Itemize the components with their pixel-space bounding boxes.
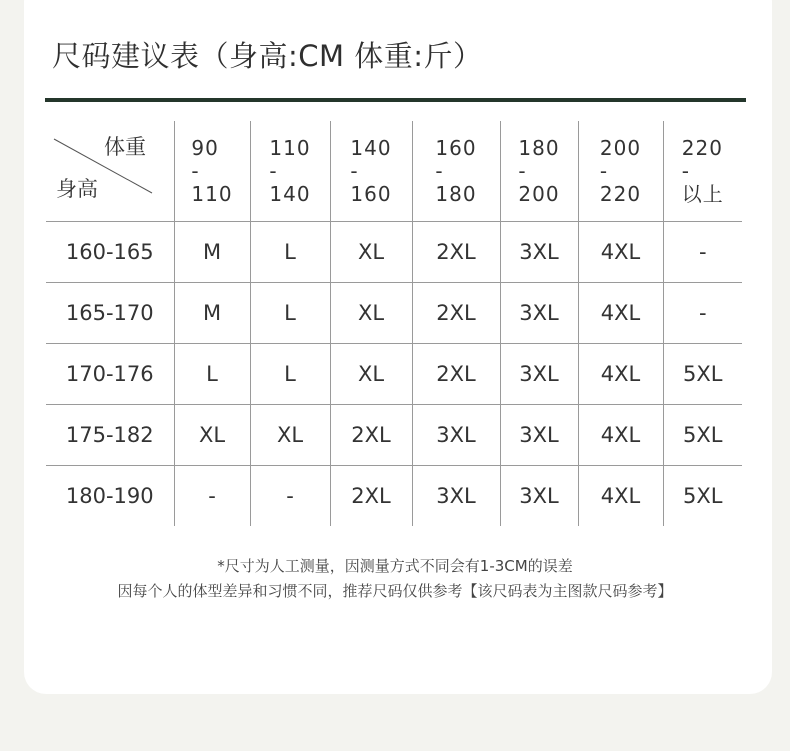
weight-range-from: 110 <box>269 135 311 160</box>
size-cell: 3XL <box>500 283 578 344</box>
weight-range-from: 90 <box>191 135 219 160</box>
weight-axis-label: 体重 <box>104 135 146 159</box>
size-cell: 2XL <box>412 222 500 283</box>
size-cell: XL <box>330 283 412 344</box>
height-range-cell: 175-182 <box>46 405 174 466</box>
height-range-cell: 160-165 <box>46 222 174 283</box>
weight-range-to: 160 <box>350 181 392 206</box>
size-cell: - <box>250 466 330 527</box>
size-cell: 3XL <box>500 405 578 466</box>
weight-range-dash: - <box>191 158 200 183</box>
page-title: 尺码建议表（身高:CM 体重:斤） <box>52 39 483 73</box>
size-cell: 4XL <box>578 405 663 466</box>
size-cell: 4XL <box>578 222 663 283</box>
weight-range-from: 220 <box>681 135 723 160</box>
table-row <box>46 283 742 344</box>
size-cell: 5XL <box>663 466 742 527</box>
size-cell: L <box>250 344 330 405</box>
weight-range-to: 180 <box>435 181 477 206</box>
table-row <box>46 222 742 283</box>
size-cell: 3XL <box>500 344 578 405</box>
weight-header-cell <box>412 121 500 222</box>
weight-header-cell <box>174 121 250 222</box>
size-table <box>46 121 742 526</box>
weight-range-from: 140 <box>350 135 392 160</box>
size-cell: XL <box>330 222 412 283</box>
note-line-1: *尺寸为人工测量，因测量方式不同会有1-3CM的误差 <box>217 557 573 575</box>
size-cell: 3XL <box>500 222 578 283</box>
weight-range-dash: - <box>435 158 444 183</box>
height-range-cell: 180-190 <box>65 484 154 508</box>
size-cell: 5XL <box>663 344 742 405</box>
note-line-2: 因每个人的体型差异和习惯不同，推荐尺码仅供参考【该尺码表为主图款尺码参考】 <box>117 582 673 600</box>
table-row <box>46 344 742 405</box>
table-row <box>46 405 742 466</box>
table-row <box>46 466 742 527</box>
weight-range-to: 140 <box>269 181 311 206</box>
size-cell: 4XL <box>578 466 663 527</box>
size-cell: 2XL <box>412 344 500 405</box>
size-cell: 2XL <box>330 405 412 466</box>
size-cell: - <box>174 466 250 527</box>
weight-header-cell <box>663 121 742 222</box>
size-cell: XL <box>250 405 330 466</box>
size-cell: 5XL <box>663 405 742 466</box>
weight-range-to: 以上 <box>681 181 724 206</box>
size-cell: M <box>174 222 250 283</box>
size-cell: L <box>250 222 330 283</box>
weight-header-cell <box>250 121 330 222</box>
weight-range-dash: - <box>269 158 278 183</box>
table-header-row <box>46 121 742 222</box>
weight-range-to: 110 <box>191 181 233 206</box>
weight-range-from: 180 <box>518 135 560 160</box>
weight-header-cell <box>330 121 412 222</box>
size-cell: 3XL <box>500 466 578 527</box>
size-cell: - <box>663 283 742 344</box>
size-cell: 2XL <box>330 466 412 527</box>
size-cell: - <box>663 222 742 283</box>
size-cell: L <box>250 283 330 344</box>
weight-range-to: 220 <box>599 181 642 206</box>
height-range-cell: 165-170 <box>46 283 174 344</box>
size-cell: 4XL <box>578 344 663 405</box>
size-cell: L <box>174 344 250 405</box>
size-cell: XL <box>330 344 412 405</box>
weight-header-cell <box>500 121 578 222</box>
weight-range-dash: - <box>350 158 359 183</box>
size-cell: M <box>174 283 250 344</box>
corner-cell <box>46 121 174 222</box>
size-cell: 3XL <box>412 466 500 527</box>
height-axis-label: 身高 <box>56 177 98 201</box>
size-cell: 4XL <box>578 283 663 344</box>
size-cell: 2XL <box>412 283 500 344</box>
weight-range-dash: - <box>681 158 690 183</box>
size-cell: 3XL <box>412 405 500 466</box>
weight-range-dash: - <box>599 158 609 183</box>
weight-range-to: 200 <box>518 181 560 206</box>
weight-range-from: 160 <box>435 135 477 160</box>
title-divider <box>45 98 746 102</box>
weight-range-from: 200 <box>599 135 642 160</box>
weight-header-cell <box>578 121 663 222</box>
weight-range-dash: - <box>518 158 527 183</box>
height-range-cell: 170-176 <box>46 344 174 405</box>
size-cell: XL <box>174 405 250 466</box>
